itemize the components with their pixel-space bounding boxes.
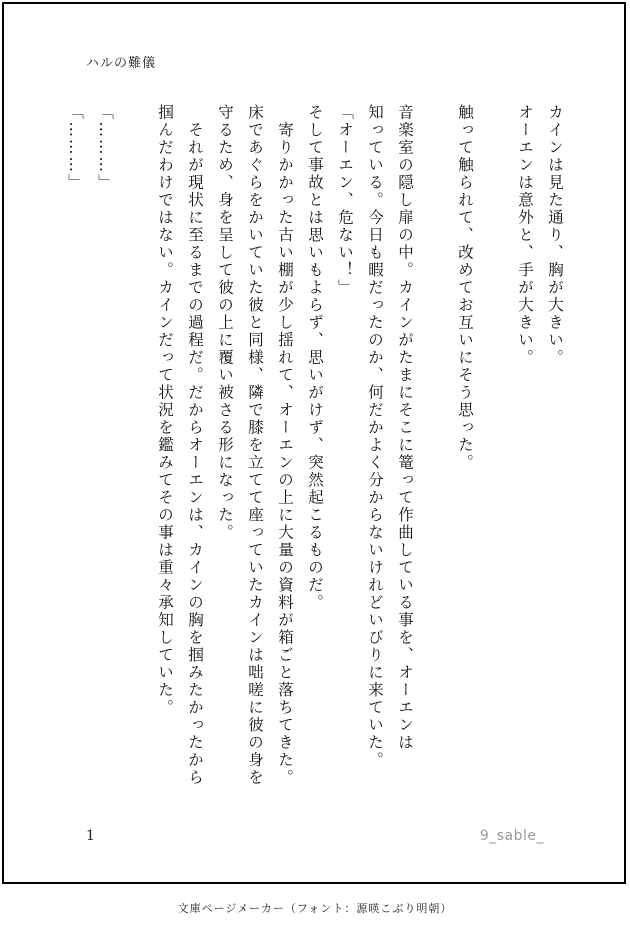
text-line: カインは見た通り、胸が大きい。 [546,104,564,367]
text-line: 「オーエン、危ない！」 [336,104,354,297]
text-line: 触って触られて、改めてお互いにそう思った。 [456,104,474,472]
text-line-blank [112,104,142,804]
text-line-blank [412,104,442,804]
page-number: 1 [86,828,95,844]
footer-credit: 文庫ページメーカー（フォント：源暎こぶり明朝） [177,902,453,915]
text-line: オーエンは意外と、手が大きい。 [516,104,534,367]
page-frame [2,2,626,884]
text-line: そして事故とは思いもよらず、思いがけず、突然起こるものだ。 [306,104,324,612]
text-line: 床であぐらをかいていた彼と同様、隣で膝を立てて座っていたカインは咄嗟に彼の身を [246,104,264,787]
text-line-blank [472,104,502,804]
text-line: 寄りかかった古い棚が少し揺れて、オーエンの上に大量の資料が箱ごと落ちてきた。 [276,104,294,787]
text-line: 掴んだわけではない。カインだって状況を鑑みてその事は重々承知していた。 [156,104,174,717]
running-title: ハルの難儀 [86,56,157,71]
vertical-text-block [66,104,564,804]
text-line: 「………」 [96,104,114,192]
text-line: 「………」 [66,104,84,192]
text-line: 知っている。今日も暇だったのか、何だかよく分からないけれどいびりに来ていた。 [366,104,384,769]
text-line: 音楽室の隠し扉の中。カインがたまにそこに篭って作曲している事を、オーエンは [396,104,414,752]
text-line: それが現状に至るまでの過程だ。だからオーエンは、カインの胸を掴みたかったから [186,104,204,787]
text-line: 守るため、身を呈して彼の上に覆い被さる形になった。 [216,104,234,542]
author-watermark: 9_sable_ [479,828,544,844]
